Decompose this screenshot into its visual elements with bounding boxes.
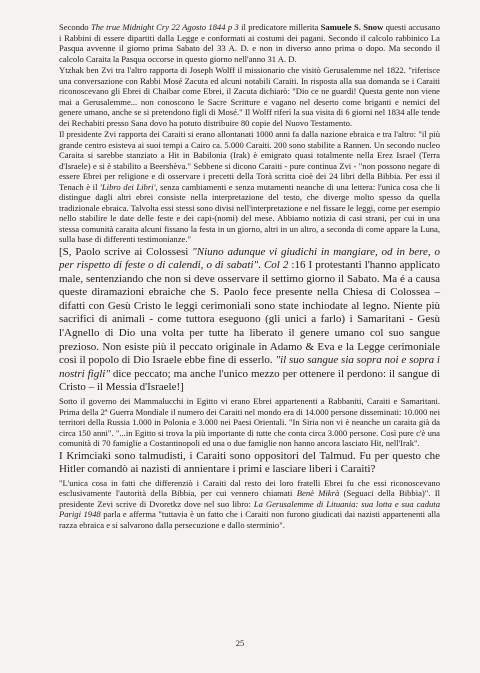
paragraph-p4: [59, 246, 440, 396]
paragraph-p5: [59, 396, 440, 449]
paragraph-text: "L'unica cosa in fatti che differenziò i Caraiti dal resto dei loro fratelli Ebrei fu che essi riconoscevano esclusivamente l'autorità della Bibbia, per cui vennero chiamati: [59, 477, 440, 499]
paragraph-text: Il presidente Zvi rapporta dei Caraiti si erano allontanati 1000 anni fa dalla nazione ebraica e tra l'altro: "il più grande centro esisteva ai suoi tempi a Cairo ca. 5.000 Caraiti. 200 sono stabilite a Rannen. Un secondo nucleo Caraita si sarebbe stanziato a Hit in Babilonia (Irak) è emigrato quasi totalmente nella Erez Israel (Terra d'Israele) e si è stabilito a Beershèva." Sebbene si dicono Caraiti - pure continua Zvi - "non possono negare di essere Ebrei per religione e di osservare i precetti della Torà scritta cioè dei 24 libri della Bibbia. Per essi il Tenach è il: [59, 129, 440, 192]
paragraph-text: "il suo sangue sia sopra noi e sopra i nostri figli": [59, 354, 440, 380]
paragraph-text: I Krimciaki sono talmudisti, i Caraiti sono oppositori del Talmud. Fu per questo che Hitler comandò ai nazisti di annientare i primi e lasciare liberi i Caraiti?: [59, 449, 440, 476]
paragraph-text: Samuele S. Snow: [320, 22, 384, 32]
paragraph-text: Col 2: [263, 259, 289, 272]
paragraph-text: Benè Mikrà: [296, 488, 340, 499]
paragraph-text: 'Libro dei Libri': [100, 181, 156, 192]
paragraph-text: "Niuno adunque vi giudichi in mangiare, od in bere, o per rispetto di feste o di calendi, o di sabati": [59, 245, 440, 272]
paragraph-text: , senza cambiamenti e senza mutamenti neanche di una lettera: l'unica cosa che li distingue dagli altri ebrei consiste nella interpretazione del testo, che diverge molto spesso da quella tradizionale ebraica. Talvolta essi stessi sono divisi nell'interpretazione e nel fissare le leggi, come per esempio nello stabilire le date delle feste e dei capi-(nomi) del mese. Abbiamo notizia di casi strani, per cui in una stessa comunità caraita alcuni fissano la festa in un giorno, altri in un altro, a seconda di come appare la Luna, sulla base di differenti testimonianze.": [59, 181, 440, 244]
paragraph-p1: [59, 22, 440, 64]
paragraph-text: dice peccato; ma anche l'unico mezzo per ottenere il perdono: il sangue di Cristo – il Messia d'Israele!]: [59, 367, 440, 394]
paragraph-text: Sotto il governo dei Mammalucchi in Egitto vi erano Ebrei appartenenti a Rabbaniti, Caraiti e Samaritani. Prima della 2ª Guerra Mondiale il numero dei Caraiti nel mondo era di 14.000 persone disseminati: 10.000 nei territori della Russia 1.000 in Polonia e 3.000 nei Paesi Orientali. "In Siria non vi è neanche un caraita già da circa 150 anni". "...in Egitto si trova la più importante di tutte che conta circa 3.000 persone. Così pure c'è una comunità di 70 famiglie a Costantinopoli ed una o due famiglie non hanno ancora lasciato Hit, nell'Irak".: [59, 396, 440, 449]
paragraph-text: parla e afferma "tuttavia è un fatto che i Caraiti non furono giudicati dai nazisti appartenenti alla razza ebraica e si salvarono dalla persecuzione e dallo sterminio".: [59, 509, 440, 530]
paragraph-p6: [59, 450, 440, 477]
paragraph-text: Secondo: [59, 22, 91, 32]
paragraph-text: .: [258, 259, 264, 272]
document-body: [59, 22, 440, 530]
page-number: 25: [235, 638, 245, 648]
paragraph-p2: [59, 65, 440, 128]
paragraph-text: Ytzhak ben Zvi tra l'altro rapporta di Joseph Wolff il missionario che visitò Gerusalemme nel 1822. "riferisce una conversazione con Rabbi Mosé Zacuta ed alcuni notabili Caraiti. In risposta alla sua domanda se i Caraiti riconoscevano gli Ebrei di Chaibar come Ebrei, il Zacuta dichiarò: "Dio ce ne guardi! Questa gente non viene mai a Gerusalemme... non conoscono le Sacre Scritture e vagano nel deserto come briganti e nemici del genere umano, anche se si pretendono figli di Mosé." Il Wolff riferì la sua visita di 6 giorni nel 1834 alle tende dei Rechabiti presso Sana dovo ha potuto distribuire 80 copie del Nuovo Testamento.: [59, 65, 440, 128]
paragraph-text: :16 I protestanti l'hanno applicato male, sentenziando che non si deve osservare il settimo giorno il Sabato. Ma é a causa queste diramazioni ebraiche che S. Paolo fece presente nella Chiesa di Colossea – difatti con Gesù Cristo le leggi cerimoniali sono state inchiodate al legno. Niente più sacrifici di animali - come tuttora eseguono (gli unici a farlo) i Samaritani - Gesù l'Agnello di Dio una volta per tutte ha liberato il genere umano col suo sangue prezioso. Non esiste più il peccato originale in Adamo & Eva e la Legge cerimoniale così il popolo di Dio Israele ebbe fine di esserlo.: [59, 259, 440, 367]
paragraph-text: La Gerusalemme di Lituania: sua lotta e sua caduta Parigi 1948: [59, 498, 440, 520]
paragraph-text: questi accusano i Rabbini di essere dipartiti dalla Legge e conformati ai costumi dei pagani. Secondo il calcolo rabbinico La Pasqua avvenne il giorno prima Sabato del 33 A. D. e non in diverso anno prima o dopo. Ma secondo il calcolo Caraita la Pasqua occorse in questo giorno nell'anno 31 A. D.: [59, 22, 440, 64]
paragraph-text: [S, Paolo scrive ai Colossesi: [59, 245, 193, 258]
paragraph-text: il predicatore millerita: [238, 22, 321, 32]
paragraph-p7: [59, 478, 440, 531]
paragraph-text: (Seguaci della Bibbia)". Il presidente Zevi scrive di Dvoretkz dove nel suo libro:: [59, 488, 441, 509]
paragraph-p3: [59, 129, 440, 245]
paragraph-text: The true Midnight Cry 22 Agosto 1844 p 3: [90, 22, 239, 32]
